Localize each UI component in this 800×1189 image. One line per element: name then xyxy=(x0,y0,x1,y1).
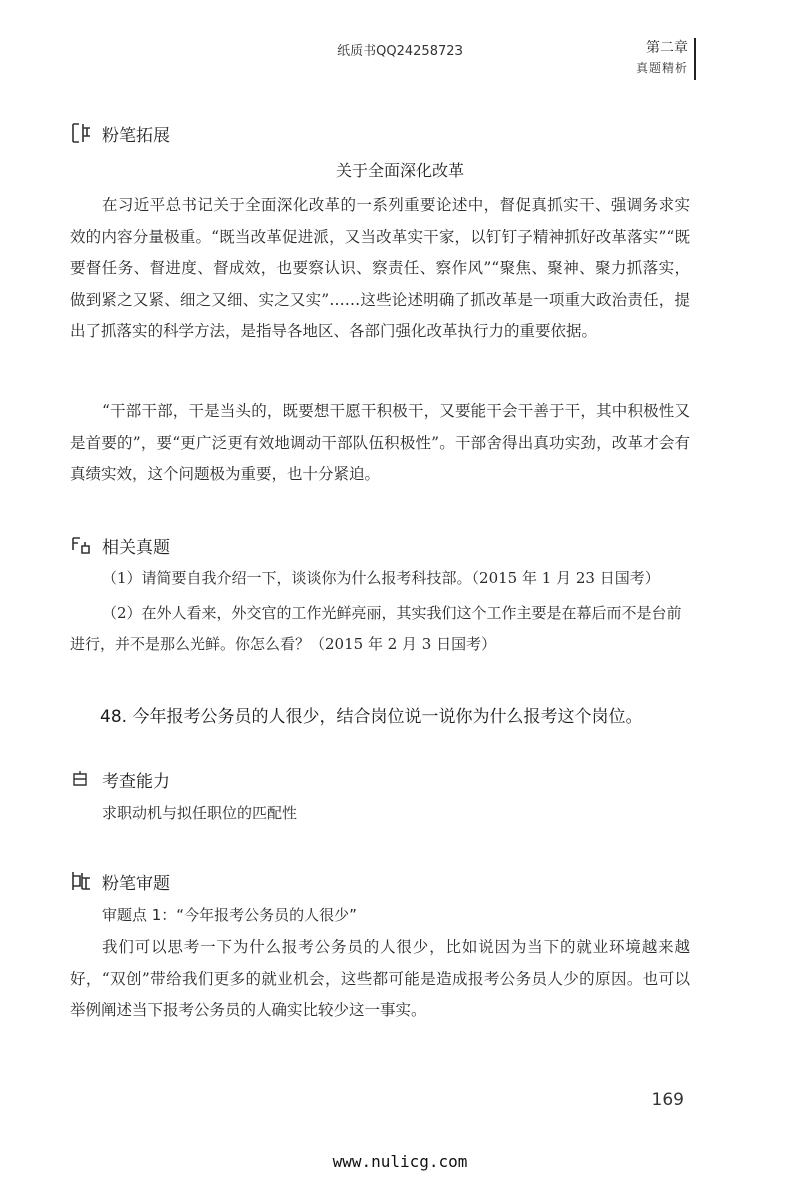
related-question-1: （1）请简要自我介绍一下，谈谈你为什么报考科技部。（2015 年 1 月 23 日国考） xyxy=(102,569,660,587)
page-number: 169 xyxy=(651,1090,684,1110)
section-ability xyxy=(70,766,170,792)
footer-url: www.nulicg.com xyxy=(332,1152,468,1171)
section-related xyxy=(70,532,170,558)
header-qq: 纸质书QQ2425872З xyxy=(337,44,463,59)
related-question-2: （2）在外人看来，外交官的工作光鲜亮丽，其实我们这个工作主要是在幕后而不是台前进行，并不是那么光鲜。你怎么看？（2015 年 2 月 3 日国考） xyxy=(70,604,682,653)
extension-icon xyxy=(70,122,92,144)
extension-para-2: “干部干部，干是当头的，既要想干愿干积极干，又要能干会干善于干，其中积极性又是首要的”，要“更广泛更有效地调动干部队伍积极性”。干部舍得出真功实劲，改革才会有真绩实效，这个问题极为重要，也十分紧迫。 xyxy=(70,402,690,483)
header-chapter-block xyxy=(636,38,688,78)
related-heading: 相关真题 xyxy=(102,537,170,558)
extension-heading: 粉笔拓展 xyxy=(102,125,170,146)
header-chapter: 第二章 xyxy=(646,40,688,56)
header-subtitle: 真题精析 xyxy=(635,61,688,75)
shenti-point-1: 审题点 1：“今年报考公务员的人很少” xyxy=(102,906,357,924)
header-divider xyxy=(694,38,696,80)
ability-text: 求职动机与拟任职位的匹配性 xyxy=(102,804,298,822)
question-48: 48. 今年报考公务员的人很少，结合岗位说一说你为什么报考这个岗位。 xyxy=(100,707,643,727)
extension-title: 关于全面深化改革 xyxy=(335,161,464,180)
shenti-para: 我们可以思考一下为什么报考公务员的人很少，比如说因为当下的就业环境越来越好，“双创”带给我们更多的就业机会，这些都可能是造成报考公务员人少的原因。也可以举例阐述当下报考公务员的人确实比较少这一事实。 xyxy=(70,938,690,1019)
section-shenti xyxy=(70,868,170,894)
extension-para-1: 在习近平总书记关于全面深化改革的一系列重要论述中，督促真抓实干、强调务求实效的内容分量极重。“既当改革促进派，又当改革实干家，以钉钉子精神抓好改革落实”“既要督任务、督进度、督成效，也要察认识、察责任、察作风”“聚焦、聚神、聚力抓落实，做到紧之又紧、细之又细、实之又实”……这些论述明确了抓改革是一项重大政治责任，提出了抓落实的科学方法，是指导各地区、各部门强化改革执行力的重要依据。 xyxy=(70,196,690,340)
shenti-heading: 粉笔审题 xyxy=(102,873,170,894)
related-icon xyxy=(70,534,92,556)
ability-icon xyxy=(70,768,92,790)
shenti-icon xyxy=(70,870,92,892)
section-extension xyxy=(70,120,170,146)
ability-heading: 考查能力 xyxy=(102,771,170,792)
